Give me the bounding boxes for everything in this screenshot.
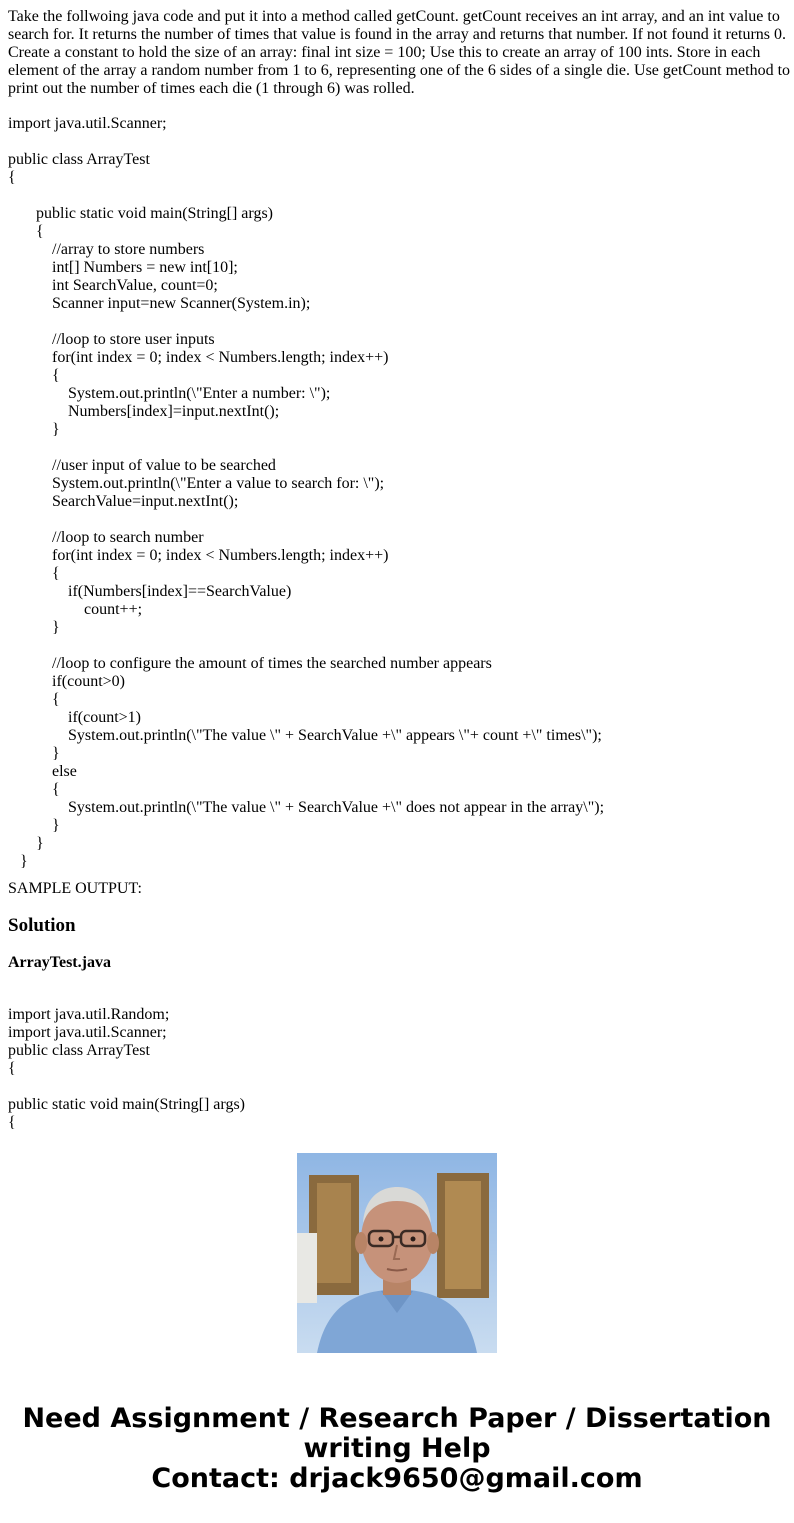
question-text: Take the follwoing java code and put it into a method called getCount. getCount receives an int array, and an int value to search for. It returns the number of times that value is found in the array and returns that number. If not found it returns 0. Create a constant to hold the size of an array: final int size = 100; Use this to create an array of 100 ints. Store in each element of the array a random number from 1 to 6, representing one of the 6 sides of a single die. Use getCount method to print out the number of times each die (1 through 6) was rolled.: [8, 8, 791, 97]
solution-file-name: ArrayTest.java: [8, 954, 111, 971]
avatar-illustration: [297, 1153, 497, 1353]
question-code: import java.util.Scanner; public class ArrayTest { public static void main(String[] args) { //array to store numbers int[] Numbers = new int[10]; int SearchValue, count=0; Scanner input=new Scanner(System.in); //loop to store user inputs for(int index = 0; index < Numbers.length; index++) { System.out.println(\"Enter a number: \"); Numbers[index]=input.nextInt(); } //user input of value to be searched System.out.println(\"Enter a value to search for: \"); SearchValue=input.nextInt(); //loop to search number for(int index = 0; index < Numbers.length; index++) { if(Numbers[index]==SearchValue) count++; } //loop to configure the amount of times the searched number appears if(count>0) { if(count>1) System.out.println(\"The value \" + SearchValue +\" appears \"+ count +\" times\"); } else { System.out.println(\"The value \" + SearchValue +\" does not appear in the array\"); } } }: [8, 115, 605, 870]
promo-banner: [0, 1404, 794, 1494]
document-content: [8, 8, 791, 1131]
promo-contact: Contact: drjack9650@gmail.com: [151, 1463, 643, 1494]
person-photo-icon: [297, 1153, 497, 1353]
solution-code: import java.util.Random; import java.util.Scanner; public class ArrayTest { public static void main(String[] args) {: [8, 1006, 245, 1131]
solution-heading: Solution: [8, 915, 76, 936]
sample-output-label: SAMPLE OUTPUT:: [8, 880, 142, 897]
promo-line-1: Need Assignment / Research Paper / Dissertation: [22, 1403, 772, 1434]
promo-line-2: writing Help: [303, 1433, 491, 1464]
